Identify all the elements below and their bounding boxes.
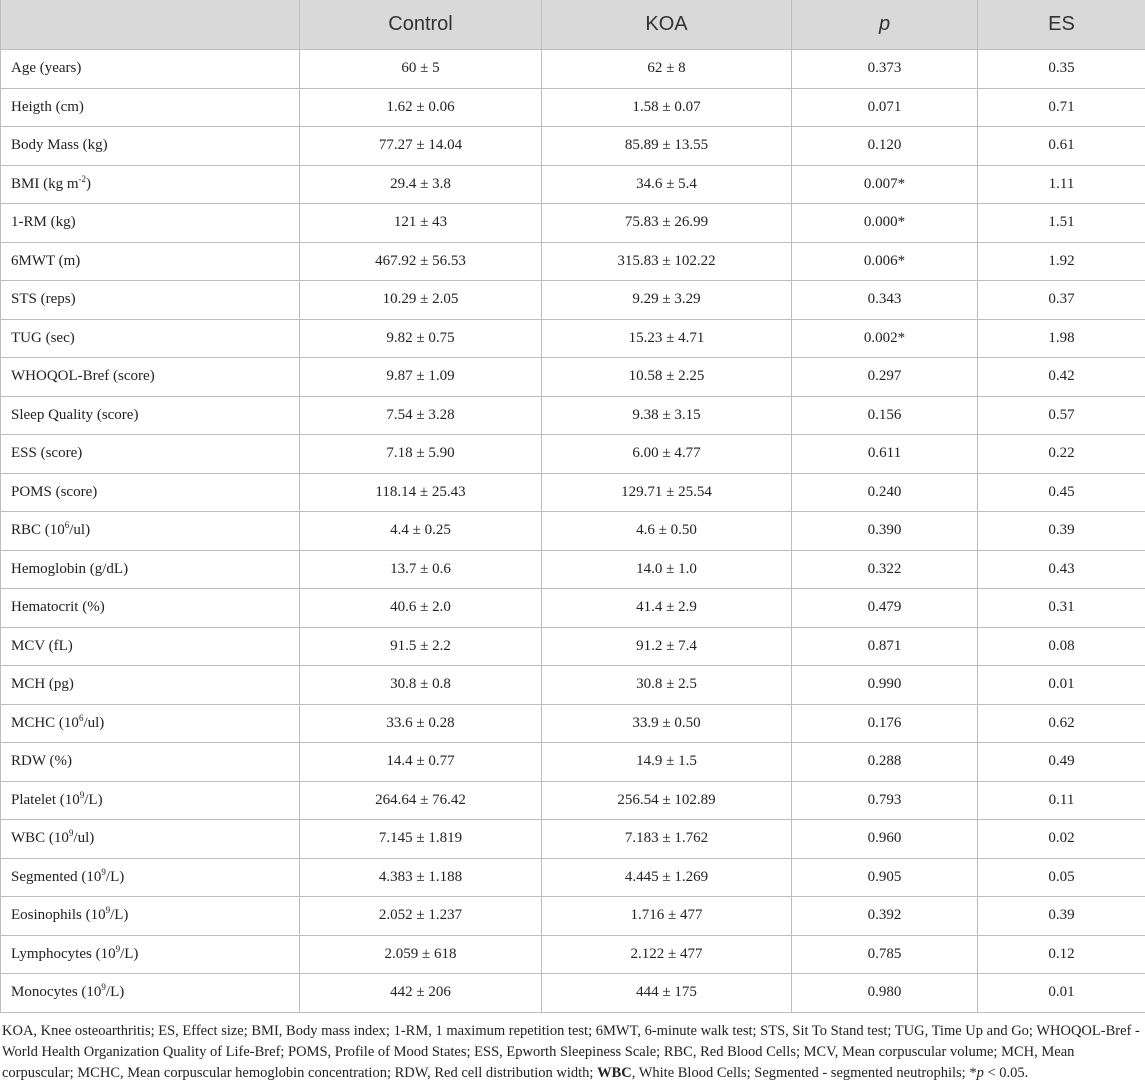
cell-p: 0.390: [792, 512, 978, 551]
cell-control: 40.6 ± 2.0: [300, 589, 542, 628]
cell-control: 30.8 ± 0.8: [300, 666, 542, 705]
table-row: [1, 781, 1145, 820]
row-label: [1, 935, 300, 974]
cell-es: 0.57: [978, 396, 1145, 435]
table-row: [1, 50, 1145, 89]
table-row: [1, 512, 1145, 551]
cell-control: 2.052 ± 1.237: [300, 897, 542, 936]
table-row: [1, 589, 1145, 628]
cell-koa: 15.23 ± 4.71: [542, 319, 792, 358]
table-row: [1, 435, 1145, 474]
header-blank: [1, 0, 300, 50]
row-label-text: Lymphocytes (10: [11, 946, 116, 962]
cell-koa: 9.38 ± 3.15: [542, 396, 792, 435]
cell-control: 10.29 ± 2.05: [300, 281, 542, 320]
cell-es: 1.51: [978, 204, 1145, 243]
cell-es: 0.01: [978, 666, 1145, 705]
row-label: [1, 858, 300, 897]
row-label-text: Eosinophils (10: [11, 907, 106, 923]
header-control: Control: [300, 0, 542, 50]
cell-koa: 1.58 ± 0.07: [542, 88, 792, 127]
row-label-text: /L): [84, 792, 102, 808]
row-label: [1, 358, 300, 397]
cell-es: 0.35: [978, 50, 1145, 89]
row-label: [1, 743, 300, 782]
row-label: [1, 435, 300, 474]
cell-p: 0.611: [792, 435, 978, 474]
row-label-text: MCH (pg): [11, 676, 74, 692]
row-label: [1, 897, 300, 936]
cell-es: 0.12: [978, 935, 1145, 974]
cell-p: 0.007*: [792, 165, 978, 204]
cell-koa: 91.2 ± 7.4: [542, 627, 792, 666]
cell-koa: 444 ± 175: [542, 974, 792, 1013]
row-label-superscript: 6: [79, 713, 84, 723]
row-label-text: /ul): [73, 830, 94, 846]
cell-control: 77.27 ± 14.04: [300, 127, 542, 166]
row-label-text: RDW (%): [11, 753, 72, 769]
header-row: [1, 0, 1145, 50]
cell-es: 0.31: [978, 589, 1145, 628]
cell-koa: 1.716 ± 477: [542, 897, 792, 936]
row-label: [1, 473, 300, 512]
row-label-superscript: 9: [106, 905, 111, 915]
header-p: p: [792, 0, 978, 50]
table-row: [1, 858, 1145, 897]
row-label-text: /ul): [69, 522, 90, 538]
footnote-text: KOA, Knee osteoarthritis; ES, Effect size; BMI, Body mass index; 1-RM, 1 maximum repetition test; 6MWT, 6-minute walk test; STS, Sit To Stand test; TUG, Time Up and Go; WHOQOL-Bref - World Health Organization Quality of Life-Bref; POMS, Profile of Mood States; ESS, Epworth Sleepiness Scale; RBC, Red Blood Cells; MCV, Mean corpuscular volume; MCH, Mean corpuscular; MCHC, Mean corpuscular hemoglobin concentration; RDW, Red cell distribution width;: [2, 1023, 1140, 1081]
cell-es: 0.08: [978, 627, 1145, 666]
cell-control: 4.4 ± 0.25: [300, 512, 542, 551]
cell-es: 0.39: [978, 897, 1145, 936]
row-label-text: Age (years): [11, 60, 81, 76]
cell-koa: 85.89 ± 13.55: [542, 127, 792, 166]
row-label-superscript: 6: [65, 520, 70, 530]
cell-koa: 30.8 ± 2.5: [542, 666, 792, 705]
cell-koa: 41.4 ± 2.9: [542, 589, 792, 628]
row-label: [1, 88, 300, 127]
row-label-text: /L): [120, 946, 138, 962]
cell-p: 0.980: [792, 974, 978, 1013]
row-label-superscript: 9: [80, 790, 85, 800]
row-label: [1, 589, 300, 628]
cell-p: 0.071: [792, 88, 978, 127]
cell-es: 0.49: [978, 743, 1145, 782]
row-label-superscript: -2: [79, 174, 87, 184]
table-row: [1, 550, 1145, 589]
cell-koa: 7.183 ± 1.762: [542, 820, 792, 859]
row-label-text: Platelet (10: [11, 792, 80, 808]
header-es: ES: [978, 0, 1145, 50]
cell-koa: 14.0 ± 1.0: [542, 550, 792, 589]
row-label: [1, 781, 300, 820]
table-row: [1, 627, 1145, 666]
row-label-text: /L): [106, 869, 124, 885]
cell-p: 0.002*: [792, 319, 978, 358]
table-row: [1, 165, 1145, 204]
cell-es: 0.71: [978, 88, 1145, 127]
row-label-text: MCV (fL): [11, 638, 73, 654]
row-label: [1, 704, 300, 743]
row-label-superscript: 9: [101, 982, 106, 992]
cell-es: 0.61: [978, 127, 1145, 166]
row-label-text: Sleep Quality (score): [11, 407, 138, 423]
cell-es: 1.98: [978, 319, 1145, 358]
cell-control: 7.145 ± 1.819: [300, 820, 542, 859]
cell-p: 0.156: [792, 396, 978, 435]
cell-control: 264.64 ± 76.42: [300, 781, 542, 820]
cell-p: 0.240: [792, 473, 978, 512]
row-label-superscript: 9: [101, 867, 106, 877]
cell-p: 0.793: [792, 781, 978, 820]
cell-p: 0.343: [792, 281, 978, 320]
row-label: [1, 396, 300, 435]
row-label: [1, 550, 300, 589]
table-row: [1, 358, 1145, 397]
table-row: [1, 704, 1145, 743]
cell-koa: 75.83 ± 26.99: [542, 204, 792, 243]
cell-p: 0.479: [792, 589, 978, 628]
cell-p: 0.960: [792, 820, 978, 859]
footnote-bold: WBC: [597, 1065, 632, 1081]
table-footnote: [0, 1013, 1145, 1084]
cell-es: 0.01: [978, 974, 1145, 1013]
cell-control: 60 ± 5: [300, 50, 542, 89]
cell-control: 121 ± 43: [300, 204, 542, 243]
header-koa: KOA: [542, 0, 792, 50]
cell-koa: 34.6 ± 5.4: [542, 165, 792, 204]
row-label: [1, 512, 300, 551]
cell-control: 1.62 ± 0.06: [300, 88, 542, 127]
row-label-text: Heigth (cm): [11, 99, 84, 115]
cell-control: 14.4 ± 0.77: [300, 743, 542, 782]
row-label: [1, 974, 300, 1013]
cell-koa: 6.00 ± 4.77: [542, 435, 792, 474]
table-row: [1, 88, 1145, 127]
cell-es: 1.11: [978, 165, 1145, 204]
cell-es: 0.02: [978, 820, 1145, 859]
cell-p: 0.322: [792, 550, 978, 589]
row-label-text: 6MWT (m): [11, 253, 80, 269]
cell-p: 0.120: [792, 127, 978, 166]
row-label-text: TUG (sec): [11, 330, 75, 346]
table-row: [1, 319, 1145, 358]
cell-p: 0.785: [792, 935, 978, 974]
cell-koa: 4.445 ± 1.269: [542, 858, 792, 897]
cell-es: 0.11: [978, 781, 1145, 820]
cell-koa: 2.122 ± 477: [542, 935, 792, 974]
row-label-text: STS (reps): [11, 291, 76, 307]
cell-koa: 315.83 ± 102.22: [542, 242, 792, 281]
cell-koa: 129.71 ± 25.54: [542, 473, 792, 512]
table-row: [1, 242, 1145, 281]
table-row: [1, 281, 1145, 320]
cell-control: 4.383 ± 1.188: [300, 858, 542, 897]
cell-p: 0.871: [792, 627, 978, 666]
table-body: [1, 50, 1145, 1013]
table-row: [1, 897, 1145, 936]
row-label-text: /ul): [83, 715, 104, 731]
row-label: [1, 820, 300, 859]
cell-koa: 33.9 ± 0.50: [542, 704, 792, 743]
row-label-text: WHOQOL-Bref (score): [11, 368, 155, 384]
cell-koa: 14.9 ± 1.5: [542, 743, 792, 782]
cell-control: 2.059 ± 618: [300, 935, 542, 974]
row-label-text: WBC (10: [11, 830, 69, 846]
cell-es: 0.45: [978, 473, 1145, 512]
cell-p: 0.288: [792, 743, 978, 782]
cell-control: 29.4 ± 3.8: [300, 165, 542, 204]
row-label: [1, 242, 300, 281]
table-row: [1, 935, 1145, 974]
cell-koa: 9.29 ± 3.29: [542, 281, 792, 320]
cell-p: 0.176: [792, 704, 978, 743]
cell-koa: 10.58 ± 2.25: [542, 358, 792, 397]
table-row: [1, 127, 1145, 166]
cell-p: 0.006*: [792, 242, 978, 281]
cell-es: 0.37: [978, 281, 1145, 320]
cell-koa: 256.54 ± 102.89: [542, 781, 792, 820]
cell-control: 442 ± 206: [300, 974, 542, 1013]
table-row: [1, 473, 1145, 512]
row-label: [1, 165, 300, 204]
row-label: [1, 627, 300, 666]
row-label-text: ESS (score): [11, 445, 82, 461]
row-label: [1, 50, 300, 89]
cell-control: 7.54 ± 3.28: [300, 396, 542, 435]
cell-koa: 62 ± 8: [542, 50, 792, 89]
footnote-text: < 0.05.: [984, 1065, 1028, 1081]
cell-control: 118.14 ± 25.43: [300, 473, 542, 512]
cell-p: 0.392: [792, 897, 978, 936]
cell-p: 0.990: [792, 666, 978, 705]
row-label-text: MCHC (10: [11, 715, 79, 731]
row-label-text: Hematocrit (%): [11, 599, 105, 615]
cell-control: 467.92 ± 56.53: [300, 242, 542, 281]
table-row: [1, 820, 1145, 859]
row-label-text: /L): [106, 984, 124, 1000]
row-label-text: Body Mass (kg): [11, 137, 108, 153]
cell-control: 7.18 ± 5.90: [300, 435, 542, 474]
cell-koa: 4.6 ± 0.50: [542, 512, 792, 551]
cell-control: 33.6 ± 0.28: [300, 704, 542, 743]
row-label: [1, 281, 300, 320]
cell-es: 0.43: [978, 550, 1145, 589]
cell-es: 1.92: [978, 242, 1145, 281]
row-label-text: Monocytes (10: [11, 984, 101, 1000]
cell-es: 0.42: [978, 358, 1145, 397]
row-label-text: /L): [110, 907, 128, 923]
cell-p: 0.905: [792, 858, 978, 897]
row-label-text: Hemoglobin (g/dL): [11, 561, 128, 577]
table-row: [1, 743, 1145, 782]
row-label: [1, 666, 300, 705]
cell-control: 9.82 ± 0.75: [300, 319, 542, 358]
cell-es: 0.22: [978, 435, 1145, 474]
row-label-text: BMI (kg m: [11, 176, 79, 192]
table-row: [1, 974, 1145, 1013]
row-label-superscript: 9: [116, 944, 121, 954]
table-row: [1, 396, 1145, 435]
row-label-text: ): [86, 176, 91, 192]
row-label: [1, 127, 300, 166]
row-label-text: POMS (score): [11, 484, 97, 500]
row-label-superscript: 9: [69, 828, 74, 838]
table-row: [1, 204, 1145, 243]
row-label: [1, 319, 300, 358]
row-label-text: Segmented (10: [11, 869, 101, 885]
cell-es: 0.62: [978, 704, 1145, 743]
cell-control: 9.87 ± 1.09: [300, 358, 542, 397]
cell-control: 91.5 ± 2.2: [300, 627, 542, 666]
row-label-text: RBC (10: [11, 522, 65, 538]
footnote-text: , White Blood Cells; Segmented - segmented neutrophils; *: [632, 1065, 977, 1081]
row-label-text: 1-RM (kg): [11, 214, 76, 230]
footnote-italic: p: [977, 1065, 984, 1081]
row-label: [1, 204, 300, 243]
cell-p: 0.000*: [792, 204, 978, 243]
cell-control: 13.7 ± 0.6: [300, 550, 542, 589]
table-row: [1, 666, 1145, 705]
cell-es: 0.05: [978, 858, 1145, 897]
cell-p: 0.373: [792, 50, 978, 89]
cell-p: 0.297: [792, 358, 978, 397]
cell-es: 0.39: [978, 512, 1145, 551]
table-header: [1, 0, 1145, 50]
